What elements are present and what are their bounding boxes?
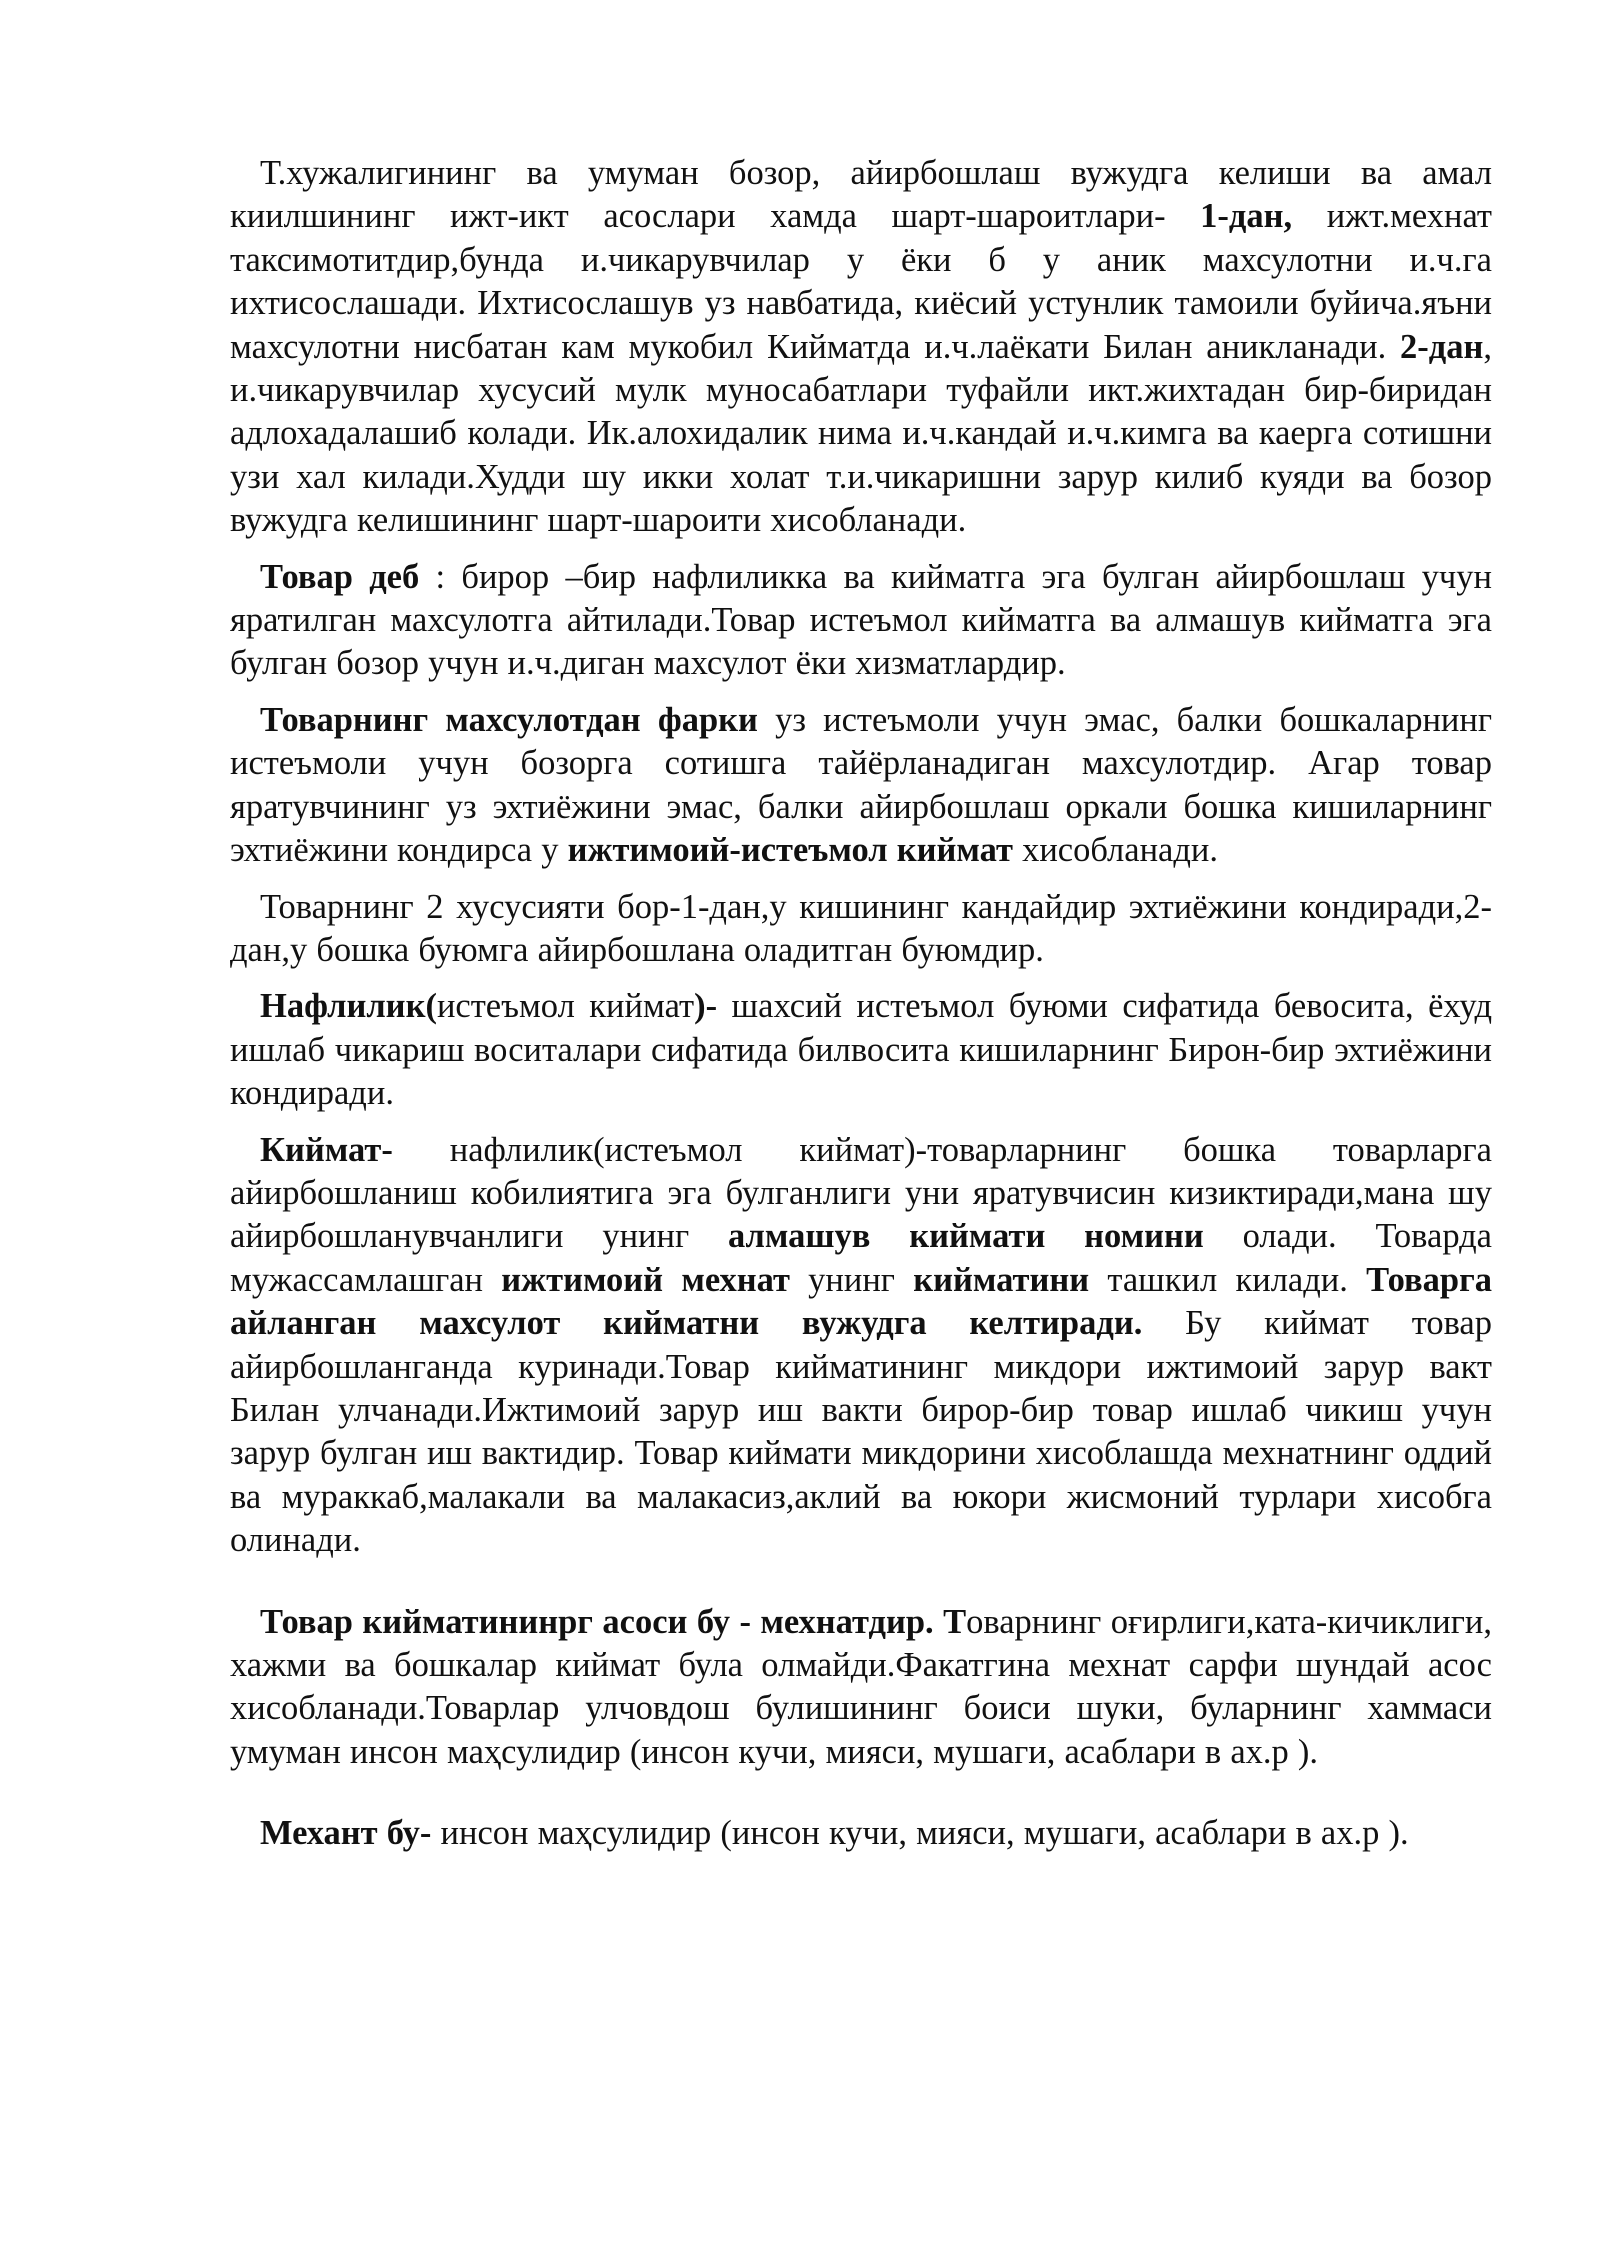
- bold-text-segment: алмашув киймати номини: [727, 1217, 1204, 1256]
- paragraph-commodity-vs-product: [230, 699, 1492, 873]
- document-page: [230, 152, 1492, 1869]
- text-segment: истеъмол киймат: [436, 987, 695, 1026]
- paragraph-labor-basis: [230, 1601, 1492, 1775]
- bold-text-segment: )-: [694, 987, 718, 1026]
- text-segment: ташкил килади.: [1089, 1260, 1367, 1299]
- bold-text-segment: Товар кийматининрг асоси бу - мехнатдир. Т: [260, 1602, 967, 1641]
- bold-text-segment: Товар деб: [260, 557, 420, 596]
- text-segment: нафлилик(истеъмол киймат)-товарларнинг бошка товарларга айирбошланиш кобилиятига эга булганлиги уни яратувчисин кизиктиради,мана шу айирбошланувчанлиги унинг: [230, 1130, 1492, 1256]
- text-segment: шахсий истеъмол буюми сифатида бевосита, ёхуд ишлаб чикариш воситалари сифатида билвосита кишиларнинг Бирон-бир эхтиёжини кондиради.: [230, 987, 1492, 1113]
- text-segment: хисобланади.: [1012, 831, 1218, 870]
- paragraph-labor-definition: [230, 1812, 1492, 1855]
- bold-text-segment: Механт бу-: [260, 1814, 432, 1853]
- text-segment: Бу киймат товар айирбошланганда куринади.Товар кийматининг микдори ижтимоий зарур вакт Билан улчанади.Ижтимоий зарур иш вакти бирор-бир товар ишлаб чикиш учун зарур булган иш вактидир. Товар киймати микдорини хисоблашда мехнатнинг оддий ва мураккаб,малакали ва малакасиз,аклий ва юкори жисмоний турлари хисобга олинади.: [230, 1304, 1492, 1560]
- text-segment: Т.хужалигининг ва умуман бозор, айирбошлаш вужудга келиши ва амал киилшининг ижт-икт асослари хамда шарт-шароитлари-: [230, 154, 1492, 236]
- bold-text-segment: Нафлилик(: [260, 987, 437, 1026]
- paragraph-two-properties: [230, 886, 1492, 973]
- text-segment: олади. Товарда мужассамлашган: [230, 1217, 1492, 1299]
- bold-text-segment: Товарга айланган махсулот кийматни вужудга келтиради.: [230, 1260, 1492, 1343]
- text-segment: Товарнинг 2 хусусияти бор-1-дан,у кишининг кандайдир эхтиёжини кондиради,2-дан,у бошка буюмга айирбошлана оладитган буюмдир.: [230, 887, 1492, 969]
- paragraph-use-value: [230, 985, 1492, 1115]
- paragraph-commodity-definition: [230, 556, 1492, 686]
- bold-text-segment: Киймат-: [260, 1130, 393, 1169]
- bold-text-segment: ижтимоий мехнат: [501, 1260, 790, 1299]
- text-segment: уз истеъмоли учун эмас, балки бошкаларнинг истеъмоли учун бозорга сотишга тайёрланадиган махсулотдир. Агар товар яратувчининг уз эхтиёжини эмас, балки айирбошлаш оркали бошка кишиларнинг эхтиёжини кондирса у: [230, 700, 1492, 870]
- bold-text-segment: кийматини: [913, 1260, 1090, 1299]
- text-segment: , и.чикарувчилар хусусий мулк муносабатлари туфайли икт.жихтадан бир-биридан адлохадалашиб колади. Ик.алохидалик нима и.ч.кандай и.ч.кимга ва каерга сотишни узи хал килади.Худди шу икки холат т.и.чикаришни зарур килиб куяди ва бозор вужудга келишининг шарт-шароити хисобланади.: [230, 327, 1492, 540]
- paragraph-market-conditions: [230, 152, 1492, 543]
- bold-text-segment: Товарнинг махсулотдан фарки: [260, 700, 758, 739]
- text-segment: инсон маҳсулидир (инсон кучи, мияси, мушаги, асаблари в ах.р ).: [431, 1814, 1409, 1853]
- text-segment: ижт.мехнат таксимотитдир,бунда и.чикарувчилар у ёки б у аник махсулотни и.ч.га ихтисослашади. Ихтисослашув уз навбатида, киёсий устунлик тамоили буйича.яъни махсулотни нисбатан кам мукобил Кийматда и.ч.лаёкати Билан аникланади.: [230, 197, 1493, 366]
- bold-text-segment: ижтимоий-истеъмол киймат: [567, 831, 1013, 870]
- text-segment: : бирор –бир нафлиликка ва кийматга эга булган айирбошлаш учун яратилган махсулотга айтилади.Товар истеъмол кийматга ва алмашув кийматга эга булган бозор учун и.ч.диган махсулот ёки хизматлардир.: [230, 557, 1492, 683]
- text-segment: унинг: [789, 1260, 914, 1299]
- paragraph-value: [230, 1129, 1492, 1563]
- bold-text-segment: 1-дан,: [1200, 197, 1293, 236]
- bold-text-segment: 2-дан: [1400, 327, 1484, 366]
- text-segment: оварнинг оғирлиги,ката-кичиклиги, хажми ва бошкалар киймат була олмайди.Факатгина мехнат сарфи шундай асос хисобланади.Товарлар улчовдош булишининг боиси шуки, буларнинг хаммаси умуман инсон маҳсулидир (инсон кучи, мияси, мушаги, асаблари в ах.р ).: [230, 1602, 1492, 1771]
